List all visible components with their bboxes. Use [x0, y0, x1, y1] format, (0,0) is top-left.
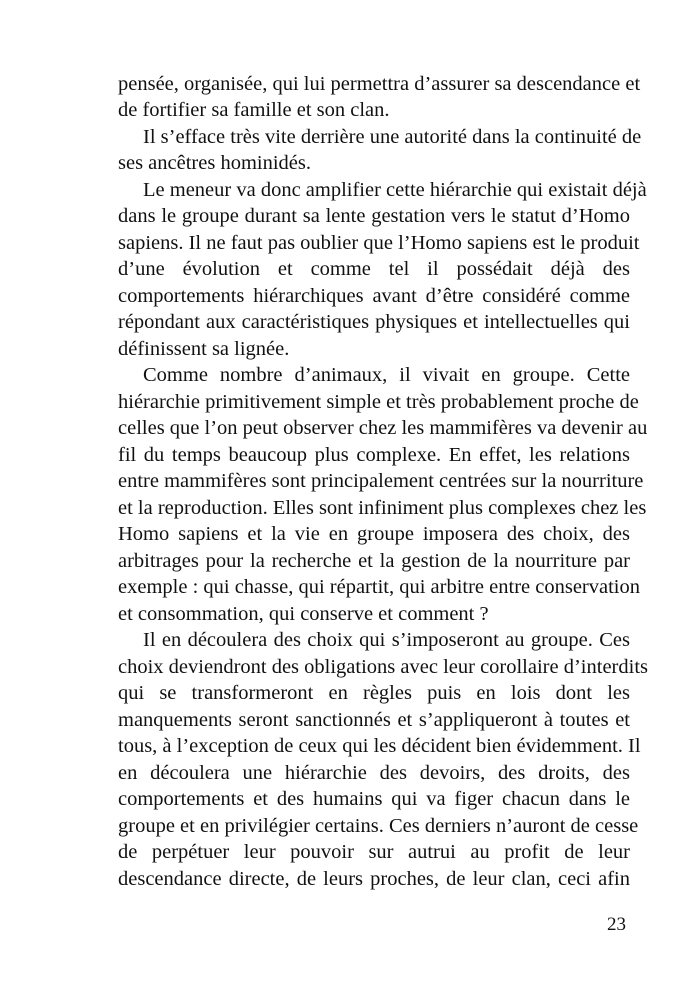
text-line: comportements hiérarchiques avant d’être considéré comme — [118, 285, 630, 307]
text-line: ses ancêtres hominidés. — [118, 152, 311, 174]
text-line: et la reproduction. Elles sont infiniment plus complexes chez les — [118, 497, 647, 519]
text-line: dans le groupe durant sa lente gestation vers le statut d’Homo — [118, 205, 630, 227]
text-line: tous, à l’exception de ceux qui les décident bien évidemment. Il — [118, 735, 641, 757]
text-line: d’une évolution et comme tel il possédait déjà des — [118, 258, 630, 280]
text-line: choix deviendront des obligations avec leur corollaire d’interdits — [118, 656, 648, 678]
text-line: Comme nombre d’animaux, il vivait en groupe. Cette — [143, 364, 630, 386]
text-line: exemple : qui chasse, qui répartit, qui arbitre entre conservation — [118, 576, 640, 598]
text-line: entre mammifères sont principalement centrées sur la nourriture — [118, 470, 644, 492]
text-line: qui se transformeront en règles puis en lois dont les — [118, 682, 630, 704]
text-line: de perpétuer leur pouvoir sur autrui au profit de leur — [118, 841, 630, 863]
text-line: et consommation, qui conserve et comment ? — [118, 603, 489, 625]
text-line: définissent sa lignée. — [118, 338, 290, 360]
text-line: de fortifier sa famille et son clan. — [118, 99, 390, 121]
text-line: comportements et des humains qui va figer chacun dans le — [118, 788, 630, 810]
text-line: en découlera une hiérarchie des devoirs, des droits, des — [118, 762, 630, 784]
text-line: Le meneur va donc amplifier cette hiérarchie qui existait déjà — [143, 179, 647, 201]
text-line: Il s’efface très vite derrière une autorité dans la continuité de — [143, 126, 642, 148]
text-line: Il en découlera des choix qui s’imposeront au groupe. Ces — [143, 629, 630, 651]
text-line: sapiens. Il ne faut pas oublier que l’Homo sapiens est le produit — [118, 232, 640, 254]
text-line: groupe et en privilégier certains. Ces derniers n’auront de cesse — [118, 815, 639, 837]
text-line: manquements seront sanctionnés et s’appliqueront à toutes et — [118, 709, 630, 731]
text-line: descendance directe, de leurs proches, de leur clan, ceci afin — [118, 868, 630, 890]
text-line: fil du temps beaucoup plus complexe. En effet, les relations — [118, 444, 630, 466]
text-line: arbitrages pour la recherche et la gestion de la nourriture par — [118, 550, 630, 572]
text-line: hiérarchie primitivement simple et très probablement proche de — [118, 391, 639, 413]
page-number: 23 — [607, 914, 626, 935]
text-line: pensée, organisée, qui lui permettra d’assurer sa descendance et — [118, 73, 641, 95]
text-line: répondant aux caractéristiques physiques et intellectuelles qui — [118, 311, 630, 333]
text-line: celles que l’on peut observer chez les mammifères va devenir au — [118, 417, 648, 439]
text-line: Homo sapiens et la vie en groupe imposera des choix, des — [118, 523, 630, 545]
